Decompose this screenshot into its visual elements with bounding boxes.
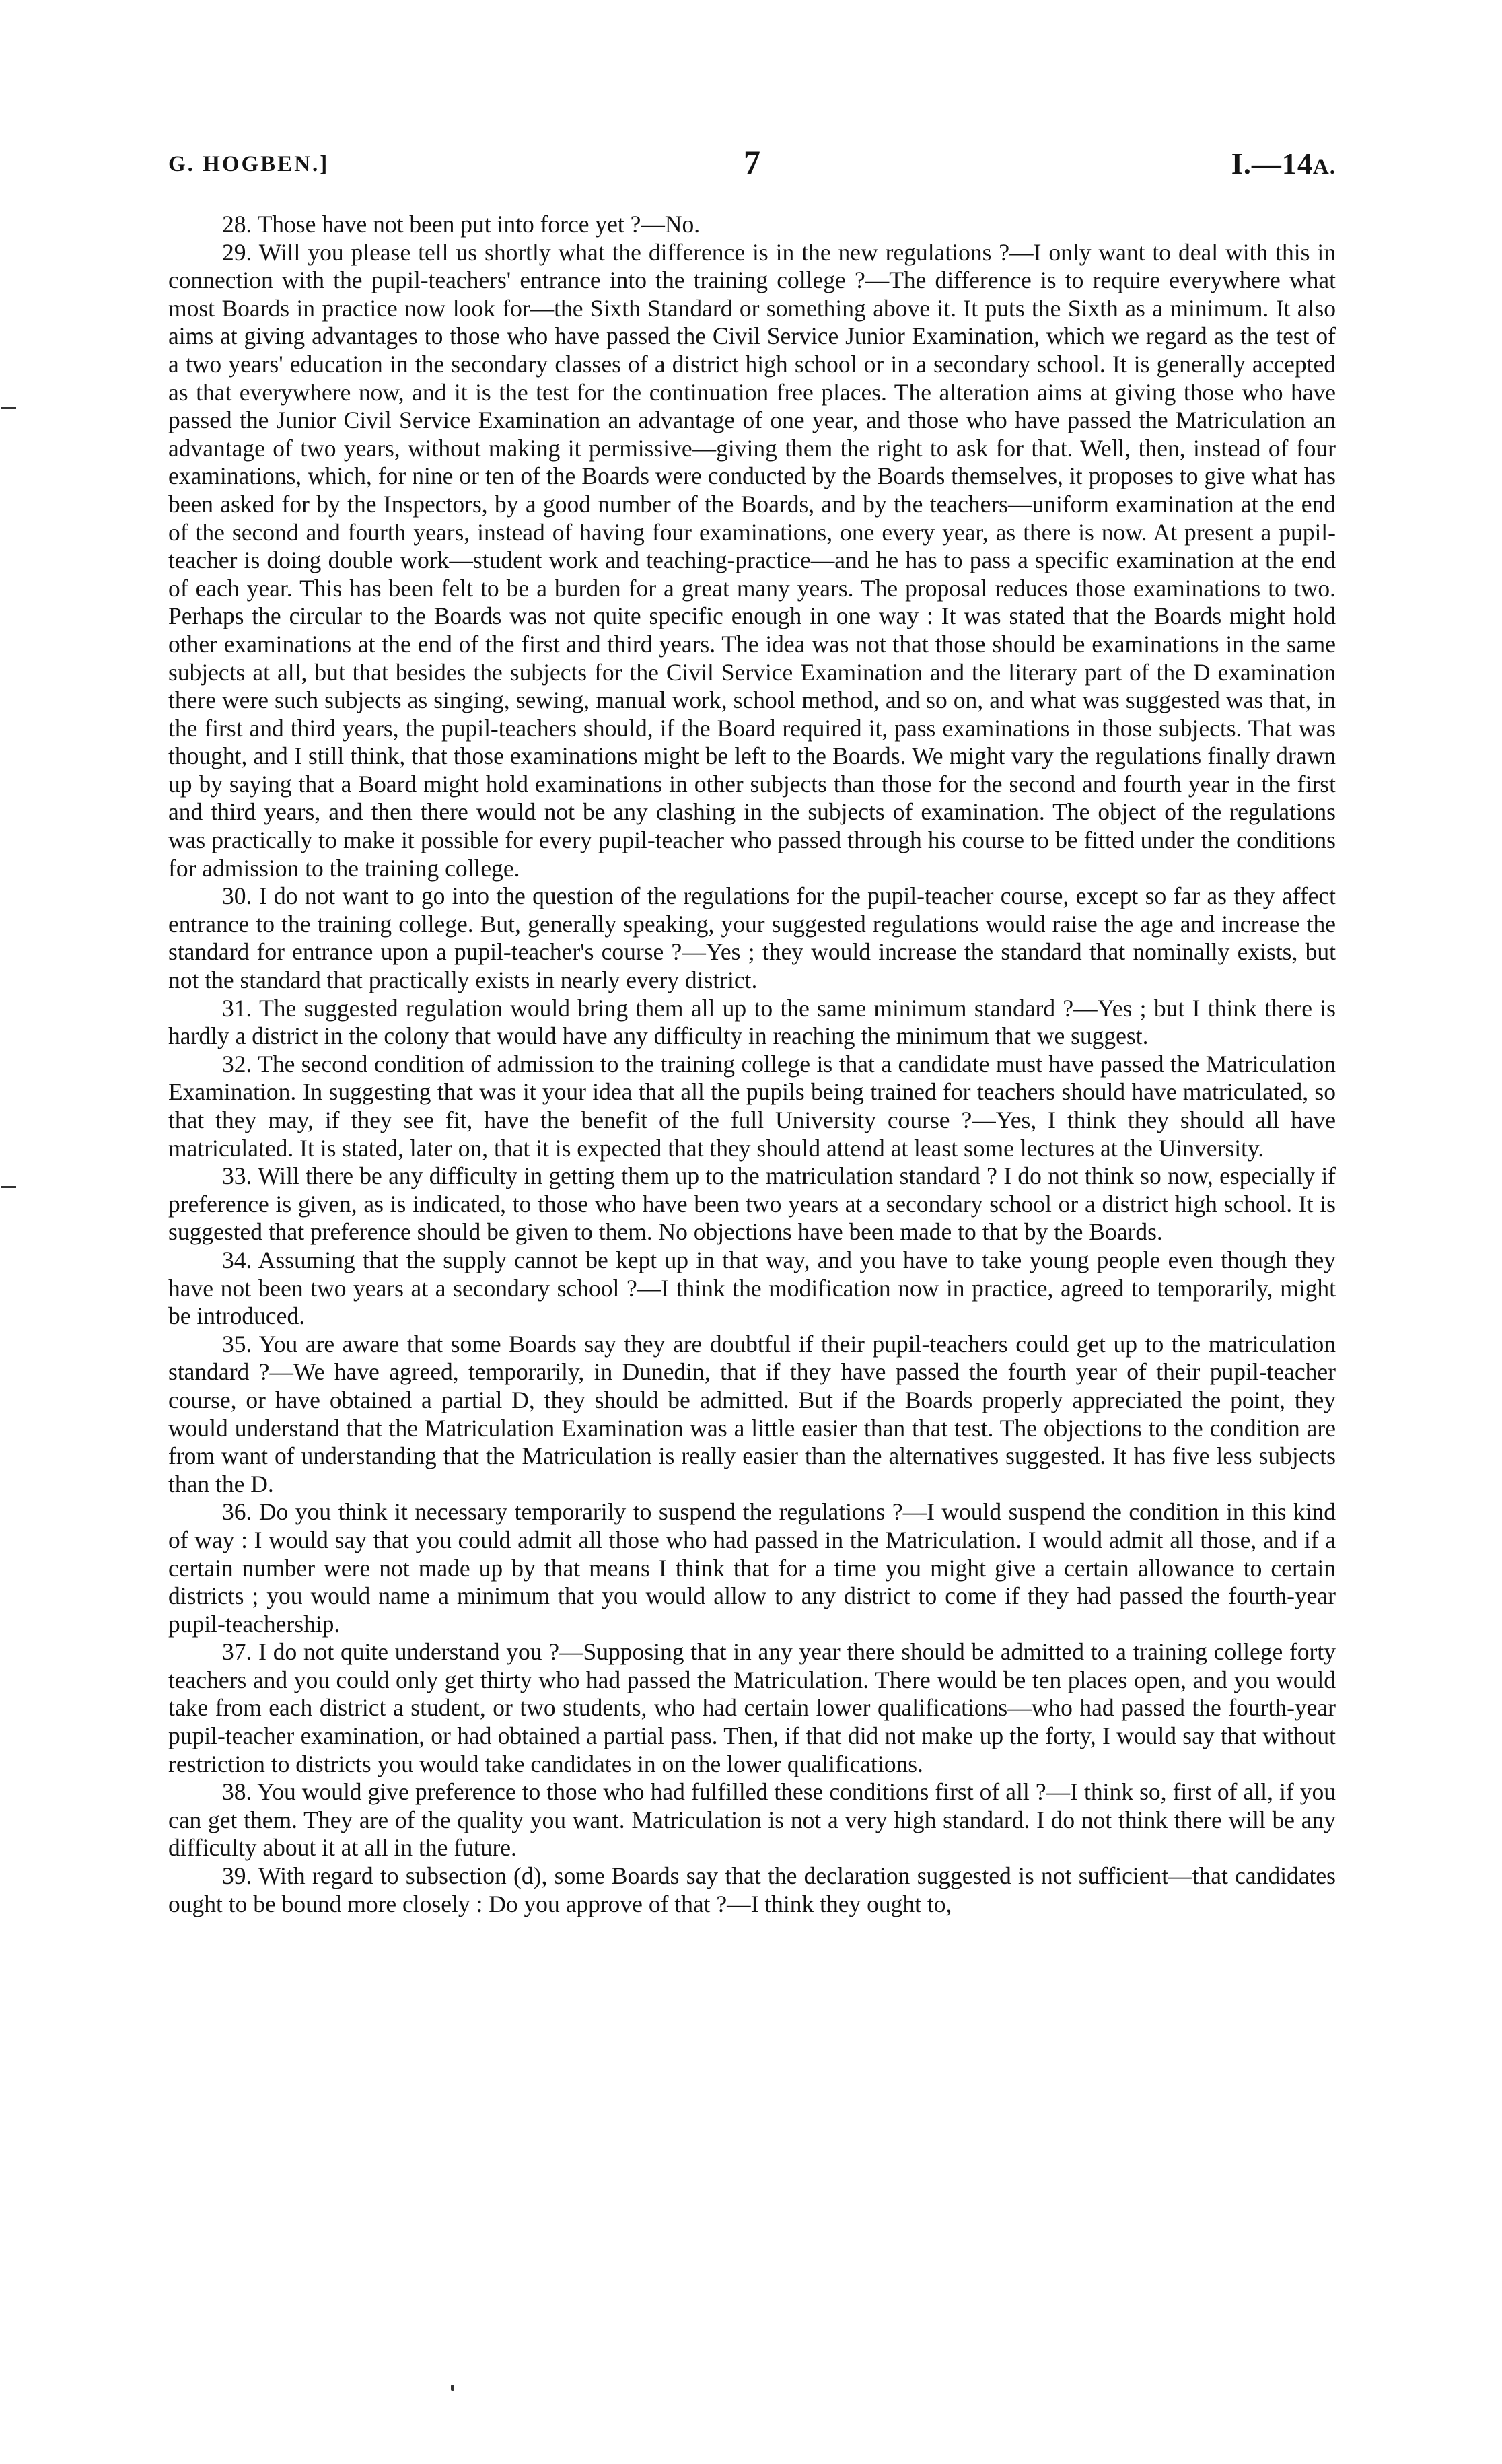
paragraph-q32: 32. The second condition of admission to the training college is that a candidate must have passed the Matriculation Examination. In suggesting that was it your idea that all the pupils being trained for teachers should have matriculated, so that they may, if they see fit, have the benefit of the full University course ?—Yes, I think they should all have matriculated. It is stated, later on, that it is expected that they should attend at least some lectures at the Uinversity. (168, 1050, 1336, 1162)
witness-name-header: G. HOGBEN.] (168, 152, 330, 176)
paragraph-q30: 30. I do not want to go into the question of the regulations for the pupil-teacher course, except so far as they affect entrance to the training college. But, generally speaking, your suggested regulations would raise the age and increase the standard for entrance upon a pupil-teacher's course ?—Yes ; they would increase the standard that nominally exists, but not the standard that practically exists in nearly every district. (168, 882, 1336, 994)
document-reference-main: I.—14 (1231, 147, 1313, 180)
paragraph-q31: 31. The suggested regulation would bring them all up to the same minimum standard ?—Yes ; but I think there is hardly a district in the colony that would have any difficulty in reaching the minimum that we suggest. (168, 994, 1336, 1050)
paragraph-q39: 39. With regard to subsection (d), some Boards say that the declaration suggested is not sufficient—that candidates ought to be bound more closely : Do you approve of that ?—I think they ought to, (168, 1862, 1336, 1917)
paragraph-q37: 37. I do not quite understand you ?—Supposing that in any year there should be admitted to a training college forty teachers and you could only get thirty who had passed the Matriculation. There would be ten places open, and you would take from each district a student, or two students, who had certain lower qualifications—who had passed the fourth-year pupil-teacher examination, or had obtained a partial pass. Then, if that did not make up the forty, I would say that without restriction to districts you would take candidates in on the lower qualifications. (168, 1638, 1336, 1777)
paragraph-q33: 33. Will there be any difficulty in getting them up to the matriculation standard ? I do not think so now, especially if preference is given, as is indicated, to those who have been two years at a secondary school or a district high school. It is suggested that preference should be given to them. No objections have been made to that by the Boards. (168, 1162, 1336, 1246)
paragraph-q29: 29. Will you please tell us shortly what the difference is in the new regulations ?—I only want to deal with this in connection with the pupil-teachers' entrance into the training college ?—The difference is to require everywhere what most Boards in practice now look for—the Sixth Standard or something above it. It puts the Sixth as a minimum. It also aims at giving advantages to those who have passed the Civil Service Junior Examination, which we regard as the test of a two years' education in the secondary classes of a district high school or in a secondary school. It is generally accepted as that everywhere now, and it is the test for the continuation free places. The alteration aims at giving those who have passed the Junior Civil Service Examination an advantage of one year, and those who have passed the Matriculation an advantage of two years, without making it permissive—giving them the right to ask for that. Well, then, instead of four examinations, which, for nine or ten of the Boards were conducted by the Boards themselves, it proposes to give what has been asked for by the Inspectors, by a good number of the Boards, and by the teachers—uniform examination at the end of the second and fourth years, instead of having four examinations, one every year, as there is now. At present a pupil-teacher is doing double work—student work and teaching-practice—and he has to pass a specific examination at the end of each year. This has been felt to be a burden for a great many years. The proposal reduces those examinations to two. Perhaps the circular to the Boards was not quite specific enough in one way : It was stated that the Boards might hold other examinations at the end of the first and third years. The idea was not that those should be examinations in the same subjects at all, but that besides the subjects for the Civil Service Examination and the literary part of the D examination there were such subjects as singing, sewing, manual work, school method, and so on, and what was suggested was that, in the first and third years, the pupil-teachers should, if the Board required it, pass examinations in those subjects. That was thought, and I still think, that those examinations might be left to the Boards. We might vary the regulations finally drawn up by saying that a Board might hold examinations in other subjects than those for the second and fourth year in the first and third years, and then there would not be any clashing in the subjects of examination. The object of the regulations was practically to make it possible for every pupil-teacher who passed through his course to be fitted under the conditions for admission to the training college. (168, 238, 1336, 882)
margin-mark (1, 1186, 16, 1188)
page-number: 7 (744, 143, 760, 181)
stray-mark (451, 2385, 454, 2391)
paragraph-q35: 35. You are aware that some Boards say they are doubtful if their pupil-teachers could get up to the matriculation standard ?—We have agreed, temporarily, in Dunedin, that if they have passed the fourth year of their pupil-teacher course, or have obtained a partial D, they should be admitted. But if the Boards properly appreciated the point, they would understand that the Matriculation Examination was a little easier than that test. The objections to the condition are from want of understanding that the Matriculation is really easier than the alternatives suggested. It has five less subjects than the D. (168, 1330, 1336, 1498)
paragraph-q28: 28. Those have not been put into force yet ?—No. (222, 211, 701, 238)
document-reference-suffix: A. (1312, 155, 1336, 179)
page-header (168, 143, 1336, 190)
paragraph-q36: 36. Do you think it necessary temporarily to suspend the regulations ?—I would suspend the condition in this kind of way : I would say that you could admit all those who had passed in the Matriculation. I would admit all those, and if a certain number were not made up by that means I think that for a time you might give a certain allowance to certain districts ; you would name a minimum that you would allow to any district to come if they had passed the fourth-year pupil-teachership. (168, 1498, 1336, 1638)
evidence-text (168, 211, 1336, 1918)
paragraph-q38: 38. You would give preference to those who had fulfilled these conditions first of all ?—I think so, first of all, if you can get them. They are of the quality you want. Matriculation is not a very high standard. I do not think there will be any difficulty about it at all in the future. (168, 1778, 1336, 1862)
margin-mark (1, 407, 16, 409)
document-reference (1231, 147, 1336, 181)
paragraph-q34: 34. Assuming that the supply cannot be kept up in that way, and you have to take young people even though they have not been two years at a secondary school ?—I think the modification now in practice, agreed to temporarily, might be introduced. (168, 1246, 1336, 1330)
